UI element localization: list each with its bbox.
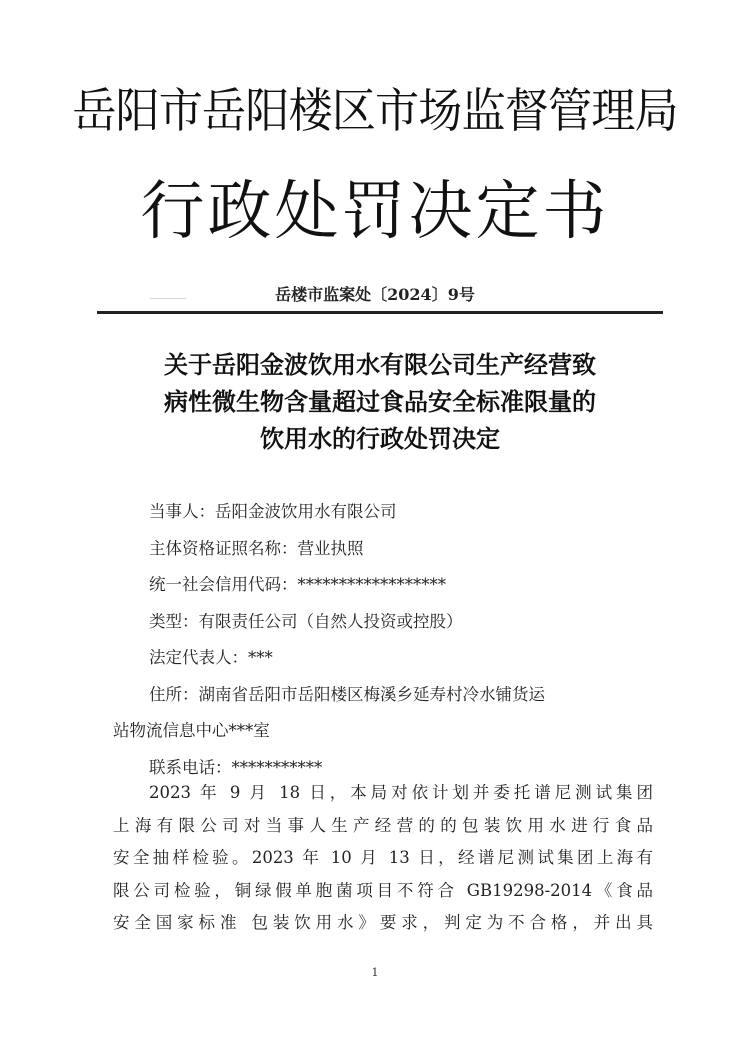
credit-code: 统一社会信用代码：****************** (149, 575, 446, 594)
scan-mark (150, 298, 186, 299)
address: 住所：湖南省岳阳市岳阳楼区梅溪乡延寿村冷水铺货运 (149, 684, 545, 704)
paragraph-line: 安全抽样检验。2023 年 10 月 13 日，经谱尼测试集团上海有 (113, 848, 653, 867)
paragraph-line: 2023 年 9 月 18 日，本局对依计划并委托谱尼测试集团 (149, 783, 653, 802)
legal-representative: 法定代表人：*** (149, 648, 273, 667)
contact-phone: 联系电话：*********** (149, 757, 323, 777)
document-type-title: 行政处罚决定书 (140, 175, 610, 249)
paragraph-line: 安全国家标准 包装饮用水》要求，判定为不合格，并出具 (113, 913, 653, 932)
company-type: 类型：有限责任公司（自然人投资或控股） (149, 611, 463, 631)
document-number: 岳楼市监案处〔2024〕9号 (275, 285, 475, 304)
organization-title: 岳阳市岳阳楼区市场监督管理局 (72, 84, 678, 139)
case-facts-paragraph (113, 777, 653, 940)
party-name: 当事人：岳阳金波饮用水有限公司 (149, 502, 397, 521)
address-continued: 站物流信息中心***室 (113, 721, 270, 740)
subject-line: 病性微生物含量超过食品安全标准限量的 (164, 387, 596, 416)
page-number: 1 (371, 966, 379, 979)
paragraph-line: 限公司检验，铜绿假单胞菌项目不符合 GB19298-2014《食品 (113, 880, 653, 900)
subject-line: 饮用水的行政处罚决定 (260, 424, 500, 453)
subject-line: 关于岳阳金波饮用水有限公司生产经营致 (164, 350, 596, 379)
header-divider (97, 311, 663, 314)
decision-subject-heading (100, 346, 660, 457)
paragraph-line: 上海有限公司对当事人生产经营的的包装饮用水进行食品 (113, 815, 653, 835)
party-info-section (113, 494, 653, 786)
license-type: 主体资格证照名称：营业执照 (149, 538, 364, 558)
